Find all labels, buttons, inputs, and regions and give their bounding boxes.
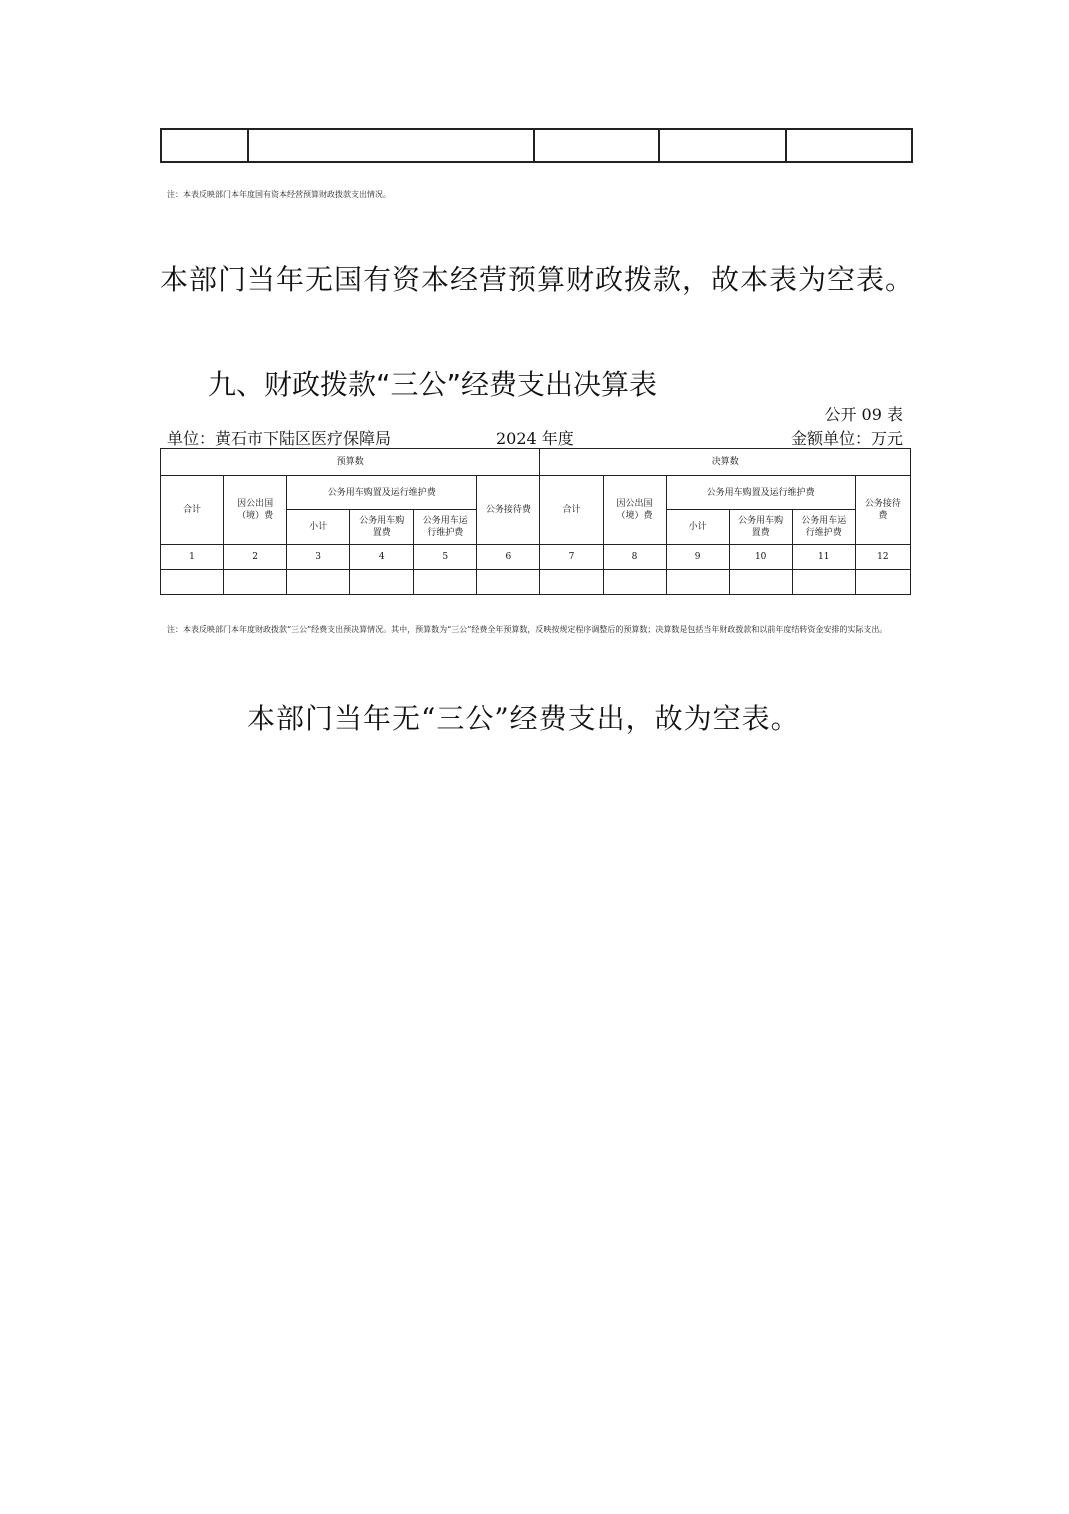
table-cell	[666, 570, 729, 595]
header-vehicle-operation: 公务用车运行维护费	[792, 510, 855, 545]
column-number: 7	[540, 545, 603, 570]
section-title: 九、财政拨款“三公”经费支出决算表	[208, 368, 658, 401]
table-cell	[161, 129, 248, 162]
header-vehicle: 公务用车购置及运行维护费	[666, 476, 855, 510]
empty-table-section8	[160, 128, 913, 163]
table-cell	[659, 129, 786, 162]
table-cell	[287, 570, 350, 595]
column-number: 12	[855, 545, 910, 570]
column-number: 6	[477, 545, 540, 570]
table-note: 注：本表反映部门本年度财政拨款“三公”经费支出预决算情况。其中，预算数为“三公”经费全年预算数，反映按规定程序调整后的预算数；决算数是包括当年财政拨款和以前年度结转资金安排的实际支出。	[167, 625, 888, 634]
table-cell	[855, 570, 910, 595]
header-subtotal: 小计	[666, 510, 729, 545]
table-cell	[414, 570, 477, 595]
header-reception: 公务接待费	[477, 476, 540, 545]
table-cell	[350, 570, 414, 595]
amount-unit: 金额单位：万元	[790, 429, 903, 448]
table-cell	[786, 129, 912, 162]
column-number: 1	[161, 545, 224, 570]
table-note: 注：本表反映部门本年度国有资本经营预算财政拨款支出情况。	[167, 190, 391, 199]
empty-table-statement: 本部门当年无国有资本经营预算财政拨款，故本表为空表。	[160, 263, 915, 296]
department-unit: 单位：黄石市下陆区医疗保障局	[167, 429, 392, 448]
table-header-row	[161, 476, 911, 510]
three-public-expenses-table	[160, 448, 911, 595]
table-header-row	[161, 449, 911, 476]
table-cell	[729, 570, 792, 595]
column-number: 8	[603, 545, 666, 570]
header-final: 决算数	[540, 449, 911, 476]
table-cell	[603, 570, 666, 595]
table-row	[161, 129, 912, 162]
form-number: 公开 09 表	[824, 405, 903, 424]
table-cell	[224, 570, 287, 595]
fiscal-year: 2024 年度	[496, 429, 574, 448]
header-total: 合计	[161, 476, 224, 545]
table-cell	[540, 570, 603, 595]
header-abroad: 因公出国（境）费	[224, 476, 287, 545]
table-row	[161, 570, 911, 595]
header-vehicle: 公务用车购置及运行维护费	[287, 476, 477, 510]
header-budget: 预算数	[161, 449, 540, 476]
table-cell	[248, 129, 534, 162]
header-reception: 公务接待费	[855, 476, 910, 545]
table-cell	[534, 129, 659, 162]
column-number: 4	[350, 545, 414, 570]
header-vehicle-purchase: 公务用车购置费	[729, 510, 792, 545]
column-number: 2	[224, 545, 287, 570]
header-subtotal: 小计	[287, 510, 350, 545]
column-number: 10	[729, 545, 792, 570]
column-number: 11	[792, 545, 855, 570]
header-vehicle-operation: 公务用车运行维护费	[414, 510, 477, 545]
empty-table-statement: 本部门当年无“三公”经费支出，故为空表。	[247, 702, 800, 735]
header-vehicle-purchase: 公务用车购置费	[350, 510, 414, 545]
column-number: 3	[287, 545, 350, 570]
column-number-row	[161, 545, 911, 570]
column-number: 5	[414, 545, 477, 570]
table-cell	[792, 570, 855, 595]
column-number: 9	[666, 545, 729, 570]
header-total: 合计	[540, 476, 603, 545]
table-cell	[477, 570, 540, 595]
table-cell	[161, 570, 224, 595]
header-abroad: 因公出国（境）费	[603, 476, 666, 545]
